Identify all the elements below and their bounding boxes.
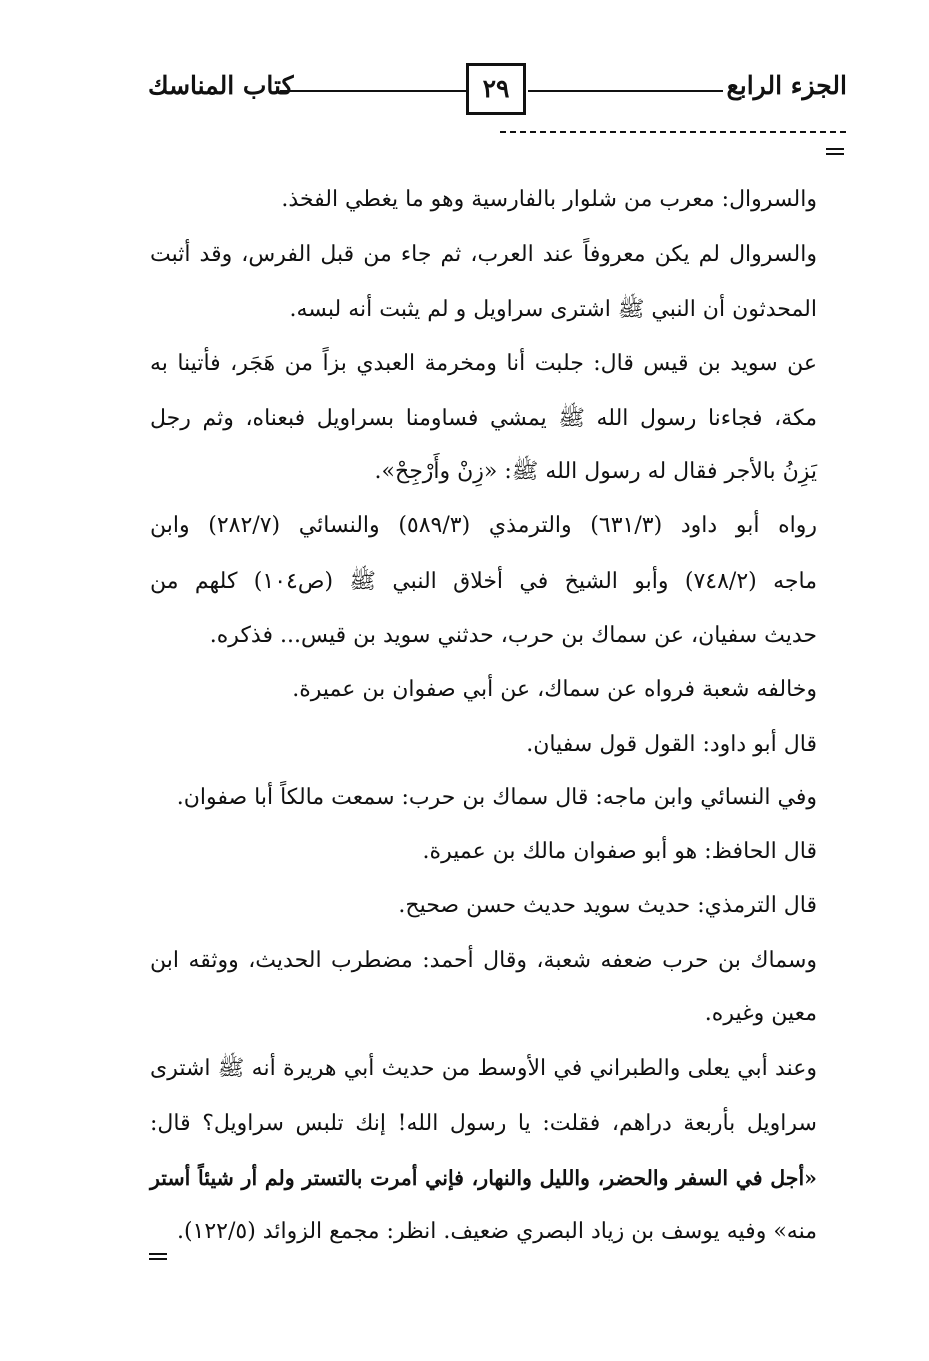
text-line: قال الحافظ: هو أبو صفوان مالك بن عميرة.: [422, 839, 817, 864]
header-book-title: كتاب المناسك: [148, 71, 294, 100]
continuation-mark-top: [826, 148, 844, 155]
text-line: مكة، فجاءنا رسول الله ﷺ يمشي فساومنا بسراويل فبعناه، وثم رجل: [150, 406, 817, 431]
text-line: قال الترمذي: حديث سويد حديث حسن صحيح.: [398, 893, 817, 918]
text-line: وخالفه شعبة فرواه عن سماك، عن أبي صفوان بن عميرة.: [292, 677, 817, 702]
text-line: رواه أبو داود (٦٣١/٣) والترمذي (٥٨٩/٣) والنسائي (٢٨٢/٧) وابن: [150, 513, 817, 538]
text-line: قال أبو داود: القول قول سفيان.: [526, 732, 817, 757]
header-rule-left: [280, 90, 466, 92]
text-line-quote: «أجل في السفر والحضر، والليل والنهار، فإني أمرت بالتستر ولم أر شيئاً أستر: [150, 1166, 817, 1190]
text-line: والسروال: معرب من شلوار بالفارسية وهو ما يغطي الفخذ.: [281, 187, 817, 212]
text-line: ماجه (٧٤٨/٢) وأبو الشيخ في أخلاق النبي ﷺ (ص١٠٤) كلهم من: [150, 569, 817, 594]
continuation-mark-bottom: [149, 1253, 167, 1260]
text-line: وفي النسائي وابن ماجه: قال سماك بن حرب: سمعت مالكاً أبا صفوان.: [176, 785, 817, 810]
text-line: سراويل بأربعة دراهم، فقلت: يا رسول الله! إنك تلبس سراويل؟ قال:: [150, 1111, 817, 1136]
text-line: عن سويد بن قيس قال: جلبت أنا ومخرمة العبدي بزاً من هَجَر، فأتينا به: [150, 351, 817, 376]
text-line: وعند أبي يعلى والطبراني في الأوسط من حديث أبي هريرة أنه ﷺ اشترى: [150, 1056, 817, 1081]
text-line: والسروال لم يكن معروفاً عند العرب، ثم جاء من قبل الفرس، وقد أثبت: [150, 242, 817, 267]
section-dashed-rule: [500, 131, 846, 133]
page-number: ٢٩: [466, 63, 526, 115]
text-line: حديث سفيان، عن سماك بن حرب، حدثني سويد بن قيس... فذكره.: [209, 623, 817, 648]
text-line: منه» وفيه يوسف بن زياد البصري ضعيف. انظر: مجمع الزوائد (١٢٢/٥).: [176, 1219, 817, 1244]
header-rule-right: [528, 90, 723, 92]
text-line: معين وغيره.: [704, 1001, 817, 1026]
text-line: وسماك بن حرب ضعفه شعبة، وقال أحمد: مضطرب الحديث، ووثقه ابن: [150, 948, 817, 973]
text-line: يَزِنُ بالأجر فقال له رسول الله ﷺ: «زِنْ وأَرْجِحْ».: [374, 459, 817, 484]
text-line: المحدثون أن النبي ﷺ اشترى سراويل و لم يثبت أنه لبسه.: [289, 297, 817, 322]
header-part-title: الجزء الرابع: [726, 71, 847, 100]
